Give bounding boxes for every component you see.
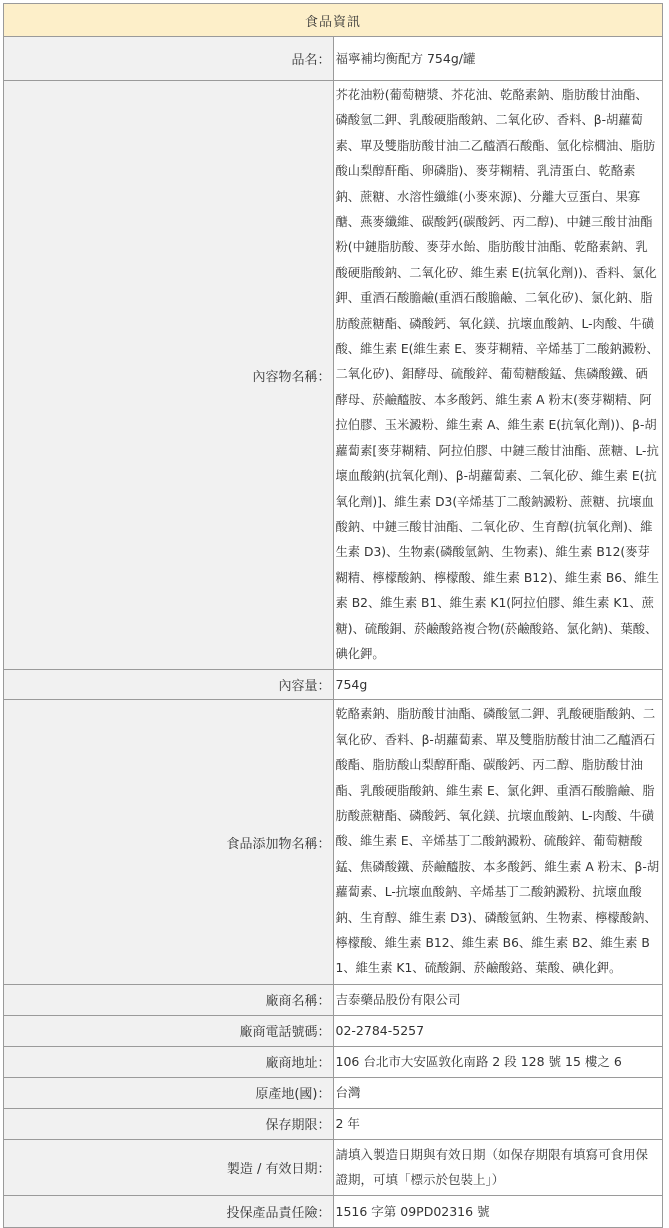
label-dates: 製造 / 有效日期：: [4, 1139, 334, 1195]
row-phone: [4, 1015, 663, 1046]
row-net-content: [4, 670, 663, 700]
label-phone: 廠商電話號碼：: [4, 1015, 334, 1046]
label-ingredients: 內容物名稱：: [4, 81, 334, 670]
value-insurance: 1516 字第 09PD02316 號: [333, 1195, 663, 1227]
value-phone: 02-2784-5257: [333, 1015, 663, 1046]
value-manufacturer: 吉泰藥品股份有限公司: [333, 984, 663, 1015]
row-dates: [4, 1139, 663, 1195]
table-title-row: [4, 4, 663, 37]
row-insurance: [4, 1195, 663, 1227]
row-manufacturer: [4, 984, 663, 1015]
label-manufacturer: 廠商名稱：: [4, 984, 334, 1015]
value-shelf-life: 2 年: [333, 1108, 663, 1139]
label-product-name: 品名：: [4, 37, 334, 81]
value-dates: 請填入製造日期與有效日期（如保存期限有填寫可食用保證期，可填「標示於包裝上」）: [333, 1139, 663, 1195]
label-shelf-life: 保存期限：: [4, 1108, 334, 1139]
row-shelf-life: [4, 1108, 663, 1139]
value-origin: 台灣: [333, 1077, 663, 1108]
label-additives: 食品添加物名稱：: [4, 700, 334, 984]
value-address: 106 台北市大安區敦化南路 2 段 128 號 15 樓之 6: [333, 1046, 663, 1077]
value-product-name: 福寧補均衡配方 754g/罐: [333, 37, 663, 81]
label-net-content: 內容量：: [4, 670, 334, 700]
value-ingredients: 芥花油粉(葡萄糖漿、芥花油、乾酪素鈉、脂肪酸甘油酯、磷酸氫二鉀、乳酸硬脂酸鈉、二氧化矽、香料、β-胡蘿蔔素、單及雙脂肪酸甘油二乙醯酒石酸酯、氫化棕櫚油、脂肪酸山梨醇酐酯、卵磷脂)、麥芽糊精、乳清蛋白、乾酪素鈉、蔗糖、水溶性纖維(小麥來源)、分離大豆蛋白、果寡醣、燕麥纖維、碳酸鈣(碳酸鈣、丙二醇)、中鏈三酸甘油酯粉(中鏈脂肪酸、麥芽水飴、脂肪酸甘油酯、乾酪素鈉、乳酸硬脂酸鈉、二氧化矽、維生素 E(抗氧化劑))、香料、氯化鉀、重酒石酸膽鹼(重酒石酸膽鹼、二氧化矽)、氯化鈉、脂肪酸蔗糖酯、磷酸鈣、氧化鎂、抗壞血酸鈉、L-肉酸、牛磺酸、維生素 E(維生素 E、麥芽糊精、辛烯基丁二酸鈉澱粉、二氧化矽)、鉬酵母、硫酸鋅、葡萄糖酸錳、焦磷酸鐵、硒酵母、菸鹼醯胺、本多酸鈣、維生素 A 粉末(麥芽糊精、阿拉伯膠、玉米澱粉、維生素 A、維生素 E(抗氧化劑))、β-胡蘿蔔素[麥芽糊精、阿拉伯膠、中鏈三酸甘油酯、蔗糖、L-抗壞血酸鈉(抗氧化劑)、β-胡蘿蔔素、二氧化矽、維生素 E(抗氧化劑)]、維生素 D3(辛烯基丁二酸鈉澱粉、蔗糖、抗壞血酸鈉、中鏈三酸甘油酯、二氧化矽、生育醇(抗氧化劑)、維生素 D3)、生物素(磷酸氫鈉、生物素)、維生素 B12(麥芽糊精、檸檬酸鈉、檸檬酸、維生素 B12)、維生素 B6、維生素 B2、維生素 B1、維生素 K1(阿拉伯膠、維生素 K1、蔗糖)、硫酸銅、菸鹼酸鉻複合物(菸鹼酸鉻、氯化鈉)、葉酸、碘化鉀。: [333, 81, 663, 670]
label-insurance: 投保產品責任險：: [4, 1195, 334, 1227]
table-title: 食品資訊: [4, 4, 663, 37]
row-address: [4, 1046, 663, 1077]
row-ingredients: [4, 81, 663, 670]
label-address: 廠商地址：: [4, 1046, 334, 1077]
value-net-content: 754g: [333, 670, 663, 700]
food-info-table: [3, 3, 663, 1228]
row-additives: [4, 700, 663, 984]
label-origin: 原產地(國)：: [4, 1077, 334, 1108]
value-additives: 乾酪素鈉、脂肪酸甘油酯、磷酸氫二鉀、乳酸硬脂酸鈉、二氧化矽、香料、β-胡蘿蔔素、單及雙脂肪酸甘油二乙醯酒石酸酯、脂肪酸山梨醇酐酯、碳酸鈣、丙二醇、脂肪酸甘油酯、乳酸硬脂酸鈉、維生素 E、氯化鉀、重酒石酸膽鹼、脂肪酸蔗糖酯、磷酸鈣、氧化鎂、抗壞血酸鈉、L-肉酸、牛磺酸、維生素 E、辛烯基丁二酸鈉澱粉、硫酸鋅、葡萄糖酸錳、焦磷酸鐵、菸鹼醯胺、本多酸鈣、維生素 A 粉末、β-胡蘿蔔素、L-抗壞血酸鈉、辛烯基丁二酸鈉澱粉、抗壞血酸鈉、生育醇、維生素 D3)、磷酸氫鈉、生物素、檸檬酸鈉、檸檬酸、維生素 B12、維生素 B6、維生素 B2、維生素 B1、維生素 K1、硫酸銅、菸鹼酸鉻、葉酸、碘化鉀。: [333, 700, 663, 984]
row-product-name: [4, 37, 663, 81]
